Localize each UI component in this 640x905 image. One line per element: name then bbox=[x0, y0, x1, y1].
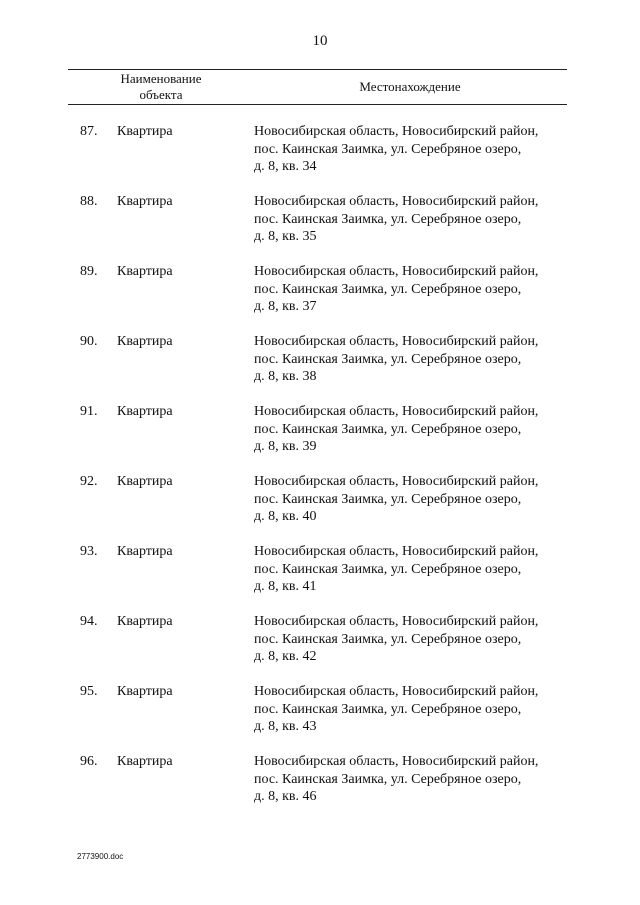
footer-file-name: 2773900.doc bbox=[77, 852, 124, 861]
row-location-line: Новосибирская область, Новосибирский район, bbox=[254, 124, 539, 139]
row-location-line: Новосибирская область, Новосибирский район, bbox=[254, 264, 539, 279]
row-object-name: Квартира bbox=[117, 404, 173, 419]
row-location bbox=[254, 123, 574, 176]
row-location bbox=[254, 333, 574, 386]
row-location-line: Новосибирская область, Новосибирский район, bbox=[254, 404, 539, 419]
row-location-line: Новосибирская область, Новосибирский район, bbox=[254, 754, 539, 769]
table-row bbox=[0, 473, 640, 543]
table-row bbox=[0, 263, 640, 333]
table-header-bottom-rule bbox=[68, 104, 567, 105]
row-location-line: Новосибирская область, Новосибирский район, bbox=[254, 334, 539, 349]
column-header-name-line1: Наименование bbox=[120, 71, 202, 86]
row-number: 91. bbox=[80, 404, 98, 419]
row-number: 90. bbox=[80, 334, 98, 349]
row-number: 95. bbox=[80, 684, 98, 699]
row-object-name: Квартира bbox=[117, 754, 173, 769]
row-number: 87. bbox=[80, 124, 98, 139]
row-object-name: Квартира bbox=[117, 334, 173, 349]
row-location-line: пос. Каинская Заимка, ул. Серебряное озеро, bbox=[254, 561, 522, 577]
table-row bbox=[0, 543, 640, 613]
row-location-line: д. 8, кв. 40 bbox=[254, 509, 317, 524]
row-location-line: пос. Каинская Заимка, ул. Серебряное озеро, bbox=[254, 211, 522, 227]
row-location-line: пос. Каинская Заимка, ул. Серебряное озеро, bbox=[254, 771, 522, 787]
row-object-name: Квартира bbox=[117, 544, 173, 559]
row-location-line: д. 8, кв. 38 bbox=[254, 369, 317, 384]
row-location-line: Новосибирская область, Новосибирский район, bbox=[254, 474, 539, 489]
row-location bbox=[254, 613, 574, 666]
row-location-line: д. 8, кв. 43 bbox=[254, 719, 317, 734]
row-object-name: Квартира bbox=[117, 684, 173, 699]
row-object-name: Квартира bbox=[117, 124, 173, 139]
row-location bbox=[254, 543, 574, 596]
row-location-line: пос. Каинская Заимка, ул. Серебряное озеро, bbox=[254, 421, 522, 437]
row-location-line: д. 8, кв. 46 bbox=[254, 789, 317, 804]
table-row bbox=[0, 123, 640, 193]
column-header-name bbox=[96, 71, 226, 103]
row-location-line: Новосибирская область, Новосибирский район, bbox=[254, 544, 539, 559]
row-location bbox=[254, 473, 574, 526]
row-location bbox=[254, 753, 574, 806]
row-number: 93. bbox=[80, 544, 98, 559]
row-location-line: пос. Каинская Заимка, ул. Серебряное озеро, bbox=[254, 701, 522, 717]
row-location-line: пос. Каинская Заимка, ул. Серебряное озеро, bbox=[254, 491, 522, 507]
row-object-name: Квартира bbox=[117, 614, 173, 629]
row-location-line: Новосибирская область, Новосибирский район, bbox=[254, 684, 539, 699]
row-location bbox=[254, 263, 574, 316]
row-location-line: д. 8, кв. 42 bbox=[254, 649, 317, 664]
column-header-location: Местонахождение bbox=[359, 79, 461, 94]
row-number: 92. bbox=[80, 474, 98, 489]
row-location-line: пос. Каинская Заимка, ул. Серебряное озеро, bbox=[254, 281, 522, 297]
row-location-line: д. 8, кв. 41 bbox=[254, 579, 317, 594]
table-row bbox=[0, 333, 640, 403]
row-location-line: Новосибирская область, Новосибирский район, bbox=[254, 614, 539, 629]
column-header-name-line2: объекта bbox=[139, 87, 183, 102]
row-location-line: пос. Каинская Заимка, ул. Серебряное озеро, bbox=[254, 141, 522, 157]
row-object-name: Квартира bbox=[117, 194, 173, 209]
row-location bbox=[254, 683, 574, 736]
table-row bbox=[0, 683, 640, 753]
row-location bbox=[254, 403, 574, 456]
row-number: 96. bbox=[80, 754, 98, 769]
table-row bbox=[0, 753, 640, 823]
row-location-line: д. 8, кв. 37 bbox=[254, 299, 317, 314]
row-location-line: д. 8, кв. 34 bbox=[254, 159, 317, 174]
row-number: 94. bbox=[80, 614, 98, 629]
table-row bbox=[0, 193, 640, 263]
table-header-top-rule bbox=[68, 69, 567, 70]
row-location-line: д. 8, кв. 35 bbox=[254, 229, 317, 244]
row-location-line: пос. Каинская Заимка, ул. Серебряное озеро, bbox=[254, 351, 522, 367]
row-number: 88. bbox=[80, 194, 98, 209]
row-location bbox=[254, 193, 574, 246]
row-object-name: Квартира bbox=[117, 474, 173, 489]
table-row bbox=[0, 403, 640, 473]
row-location-line: Новосибирская область, Новосибирский район, bbox=[254, 194, 539, 209]
table-body bbox=[0, 123, 640, 823]
row-object-name: Квартира bbox=[117, 264, 173, 279]
row-location-line: д. 8, кв. 39 bbox=[254, 439, 317, 454]
table-row bbox=[0, 613, 640, 683]
row-location-line: пос. Каинская Заимка, ул. Серебряное озеро, bbox=[254, 631, 522, 647]
page-number: 10 bbox=[312, 33, 328, 49]
row-number: 89. bbox=[80, 264, 98, 279]
